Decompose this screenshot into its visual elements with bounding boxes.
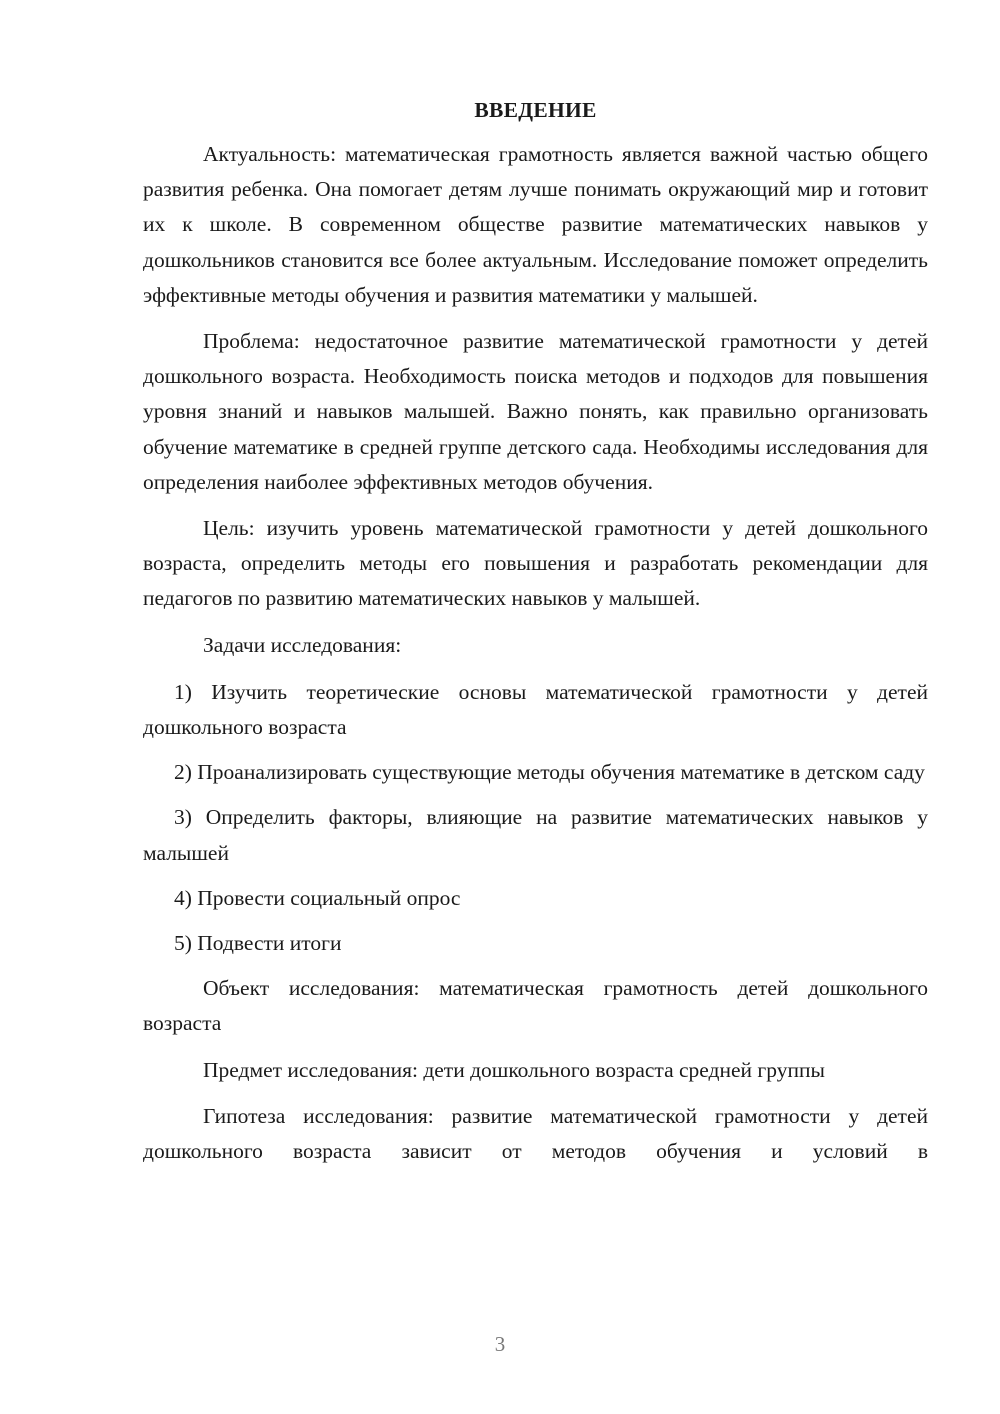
research-object-paragraph: Объект исследования: математическая грамотность детей дошкольного возраста <box>143 976 928 1036</box>
hypothesis-paragraph: Гипотеза исследования: развитие математической грамотности у детей дошкольного возраста зависит от методов обучения и условий в <box>143 1103 928 1164</box>
task-item-4: 4) Провести социальный опрос <box>174 885 461 910</box>
task-item-2: 2) Проанализировать существующие методы обучения математике в детском саду <box>174 760 925 785</box>
task-item-3: 3) Определить факторы, влияющие на развитие математических навыков у малышей <box>143 805 928 865</box>
relevance-paragraph: Актуальность: математическая грамотность является важной частью общего развития ребенка. Она помогает детям лучше понимать окружающий мир и готовит их к школе. В современном обществе развитие математических навыков у дошкольников становится все более актуальным. Исследование поможет определить эффективные методы обучения и развития математики у малышей. <box>143 142 928 307</box>
task-item-5: 5) Подвести итоги <box>174 931 342 956</box>
page-number: 3 <box>494 1332 506 1356</box>
problem-paragraph: Проблема: недостаточное развитие математической грамотности у детей дошкольного возраста. Необходимость поиска методов и подходов для повышения уровня знаний и навыков малышей. Важно понять, как правильно организовать обучение математике в средней группе детского сада. Необходимы исследования для определения наиболее эффективных методов обучения. <box>143 329 928 494</box>
document-title: ВВЕДЕНИЕ <box>474 98 597 122</box>
document-page <box>143 95 928 1180</box>
task-item-1: 1) Изучить теоретические основы математической грамотности у детей дошкольного возраста <box>143 679 928 740</box>
tasks-heading: Задачи исследования: <box>203 632 402 657</box>
research-subject-paragraph: Предмет исследования: дети дошкольного возраста средней группы <box>203 1057 825 1082</box>
goal-paragraph: Цель: изучить уровень математической грамотности у детей дошкольного возраста, определить методы его повышения и разработать рекомендации для педагогов по развитию математических навыков у малышей. <box>143 516 928 611</box>
